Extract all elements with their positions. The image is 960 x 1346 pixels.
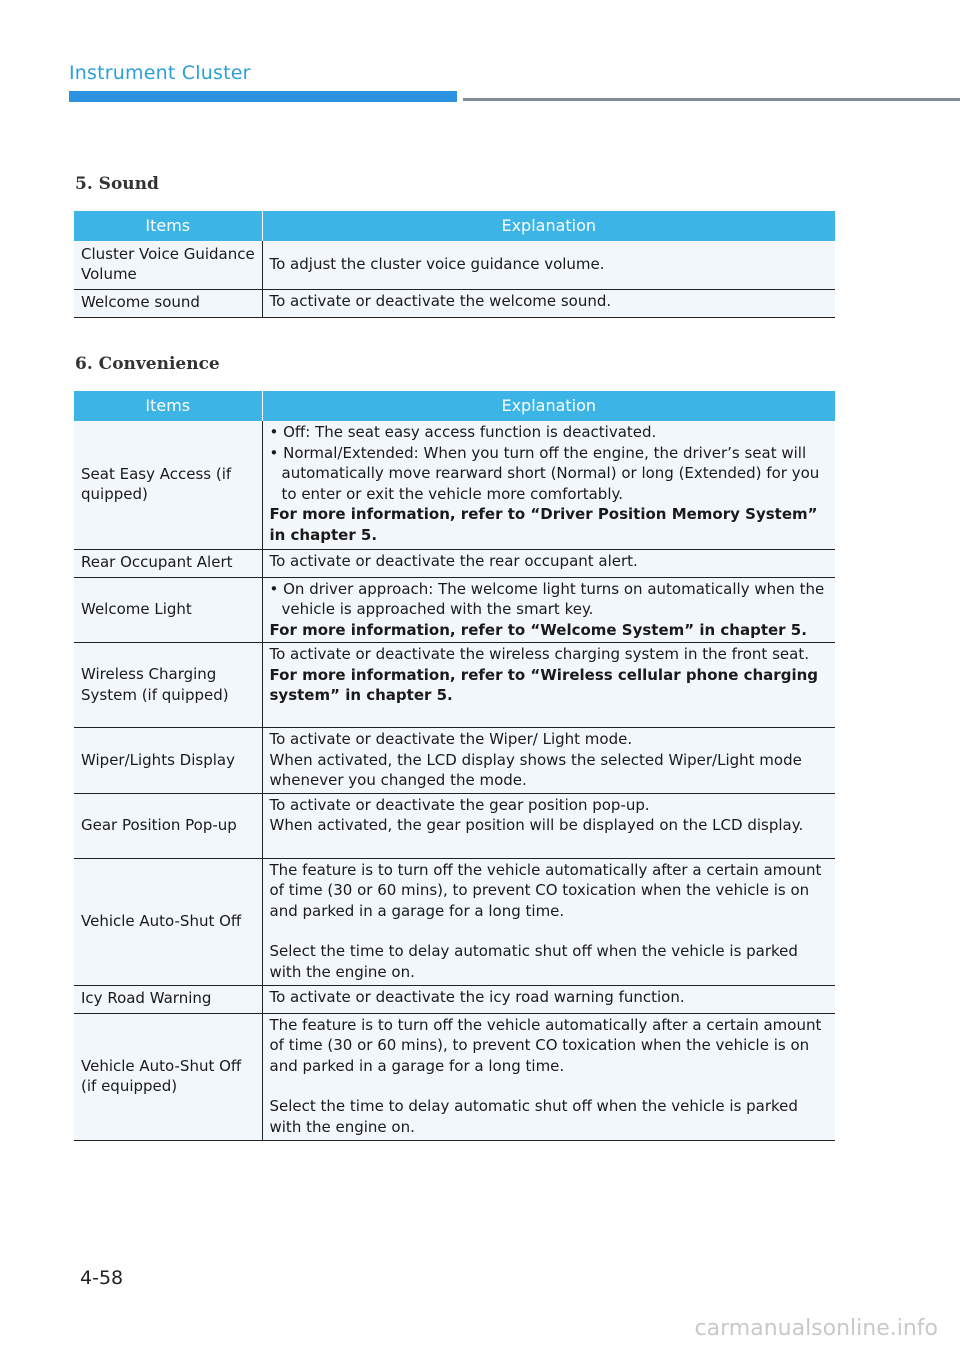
table-row	[74, 985, 835, 1013]
convenience-table	[74, 391, 835, 1141]
column-header-explanation: Explanation	[262, 391, 835, 421]
item-cell: Vehicle Auto-Shut Off	[74, 858, 262, 985]
section-title-convenience: 6. Convenience	[75, 354, 220, 374]
explanation-text: When activated, the LCD display shows the selected Wiper/Light mode whenever you changed the mode.	[269, 750, 802, 789]
item-cell: Welcome Light	[74, 577, 262, 643]
table-row	[74, 858, 835, 985]
table-row	[74, 643, 835, 728]
explanation-cell: To adjust the cluster voice guidance volume.	[262, 241, 835, 289]
explanation-cell	[262, 643, 835, 728]
explanation-cell	[262, 1013, 835, 1140]
table-row	[74, 241, 835, 289]
page-number: 4-58	[80, 1267, 124, 1289]
explanation-cell: To activate or deactivate the icy road warning function.	[262, 985, 835, 1013]
table-header-row	[74, 391, 835, 421]
item-cell: Welcome sound	[74, 289, 262, 317]
explanation-cell	[262, 858, 835, 985]
bullet-text: • Off: The seat easy access function is deactivated.	[269, 423, 657, 441]
reference-note: For more information, refer to “Welcome System” in chapter 5.	[269, 620, 807, 639]
reference-note: For more information, refer to “Driver Position Memory System” in chapter 5.	[269, 505, 818, 544]
item-cell: Wireless Charging System (if quipped)	[74, 643, 262, 728]
explanation-cell: To activate or deactivate the welcome sound.	[262, 289, 835, 317]
item-cell: Seat Easy Access (if quipped)	[74, 421, 262, 549]
item-cell: Gear Position Pop-up	[74, 793, 262, 858]
explanation-cell	[262, 728, 835, 794]
paragraph-gap	[270, 1076, 830, 1096]
item-cell: Wiper/Lights Display	[74, 728, 262, 794]
header-bar-rule	[463, 98, 960, 101]
table-row	[74, 421, 835, 549]
bullet-text: • Normal/Extended: When you turn off the engine, the driver’s seat will automatically move rearward short (Normal) or long (Extended) for you to enter or exit the vehicle more comfortably.	[269, 443, 820, 503]
bullet-text: • On driver approach: The welcome light turns on automatically when the vehicle is approached with the smart key.	[269, 579, 825, 618]
table-header-row	[74, 211, 835, 241]
reference-note: For more information, refer to “Wireless cellular phone charging system” in chapter 5.	[269, 665, 818, 704]
paragraph-gap	[270, 921, 830, 941]
sound-table	[74, 211, 835, 318]
explanation-text: To activate or deactivate the Wiper/ Light mode.	[269, 730, 633, 748]
explanation-cell	[262, 577, 835, 643]
table-row	[74, 1013, 835, 1140]
section-title-sound: 5. Sound	[75, 174, 159, 194]
header-bar-accent	[69, 91, 457, 102]
item-cell: Icy Road Warning	[74, 985, 262, 1013]
item-cell: Cluster Voice Guidance Volume	[74, 241, 262, 289]
explanation-cell: To activate or deactivate the rear occupant alert.	[262, 549, 835, 577]
watermark: carmanualsonline.info	[694, 1316, 938, 1341]
explanation-text: Select the time to delay automatic shut off when the vehicle is parked with the engine on.	[269, 1097, 798, 1136]
explanation-cell	[262, 421, 835, 549]
column-header-explanation: Explanation	[262, 211, 835, 241]
explanation-text: The feature is to turn off the vehicle automatically after a certain amount of time (30 or 60 mins), to prevent CO toxication when the vehicle is on and parked in a garage for a long time.	[269, 1015, 822, 1075]
column-header-items: Items	[74, 211, 262, 241]
explanation-cell	[262, 793, 835, 858]
explanation-text: Select the time to delay automatic shut off when the vehicle is parked with the engine on.	[269, 942, 798, 981]
table-row	[74, 793, 835, 858]
explanation-text: To activate or deactivate the gear position pop-up.	[269, 795, 650, 814]
explanation-text: To activate or deactivate the wireless charging system in the front seat.	[269, 645, 809, 663]
table-row	[74, 289, 835, 317]
item-cell: Rear Occupant Alert	[74, 549, 262, 577]
table-row	[74, 728, 835, 794]
table-row	[74, 577, 835, 643]
header-title: Instrument Cluster	[69, 62, 251, 84]
explanation-text: When activated, the gear position will be displayed on the LCD display.	[269, 816, 804, 834]
item-cell: Vehicle Auto-Shut Off (if equipped)	[74, 1013, 262, 1140]
table-row	[74, 549, 835, 577]
column-header-items: Items	[74, 391, 262, 421]
explanation-text: The feature is to turn off the vehicle automatically after a certain amount of time (30 or 60 mins), to prevent CO toxication when the vehicle is on and parked in a garage for a long time.	[269, 860, 822, 920]
